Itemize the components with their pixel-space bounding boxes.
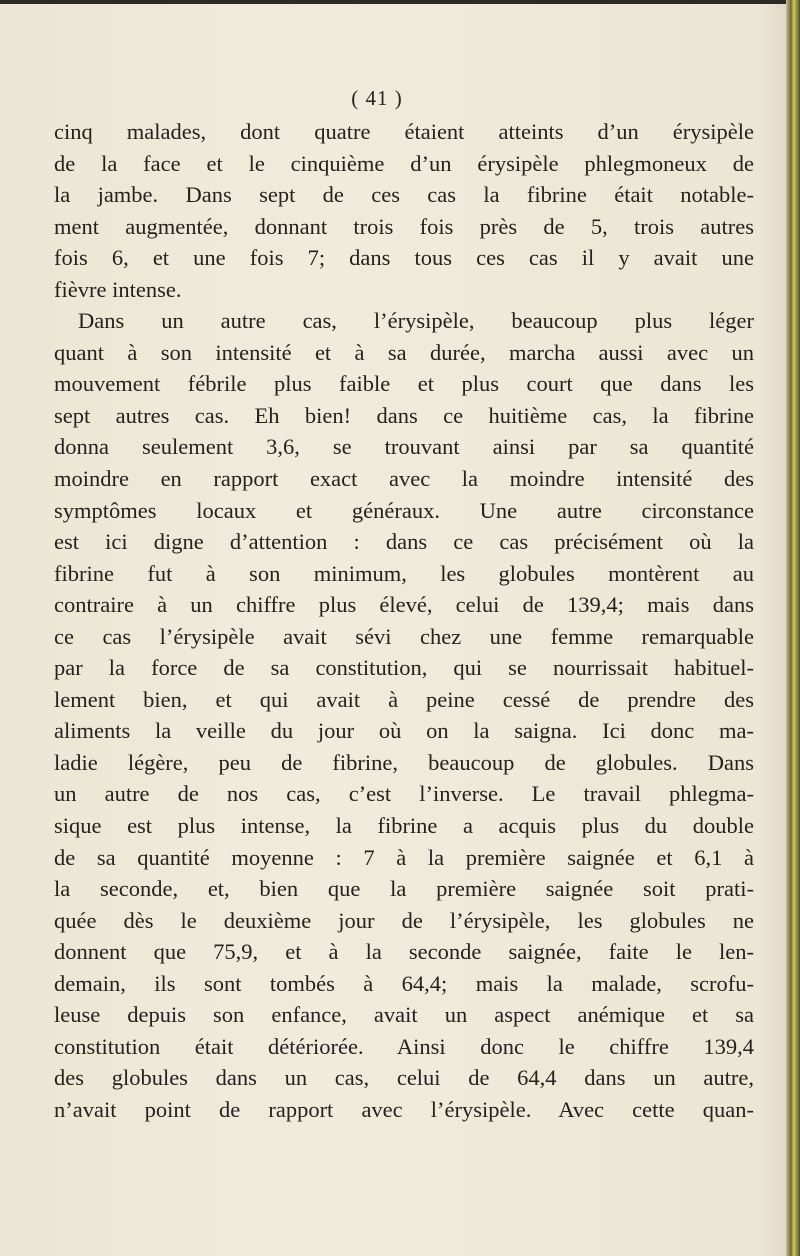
text-line: fois 6, et une fois 7; dans tous ces cas il y avait une [54, 245, 754, 271]
body-text [54, 116, 754, 1126]
text-line: fièvre intense. [54, 276, 182, 302]
page-number: ( 41 ) [351, 86, 403, 110]
text-line: un autre de nos cas, c’est l’inverse. Le travail phlegma- [54, 781, 754, 807]
text-line: demain, ils sont tombés à 64,4; mais la malade, scrofu- [54, 970, 754, 996]
text-line: lement bien, et qui avait à peine cessé de prendre des [54, 686, 754, 712]
text-line: par la force de sa constitution, qui se nourrissait habituel- [54, 655, 754, 681]
text-line: sique est plus intense, la fibrine a acquis plus du double [54, 813, 754, 839]
text-line: sept autres cas. Eh bien! dans ce huitième cas, la fibrine [54, 402, 754, 428]
text-line: est ici digne d’attention : dans ce cas précisément où la [54, 529, 754, 555]
binding-edge-strip [786, 0, 800, 1256]
text-line: quant à son intensité et à sa durée, marcha aussi avec un [54, 339, 754, 365]
text-line: ment augmentée, donnant trois fois près de 5, trois autres [54, 213, 754, 239]
text-line: donnent que 75,9, et à la seconde saignée, faite le len- [54, 939, 754, 965]
text-line: constitution était détériorée. Ainsi donc le chiffre 139,4 [54, 1033, 754, 1059]
text-line: n’avait point de rapport avec l’érysipèle. Avec cette quan- [54, 1096, 754, 1122]
text-line: de la face et le cinquième d’un érysipèle phlegmoneux de [54, 150, 754, 176]
text-line: leuse depuis son enfance, avait un aspect anémique et sa [54, 1002, 754, 1028]
text-line: quée dès le deuxième jour de l’érysipèle, les globules ne [54, 907, 754, 933]
text-line: mouvement fébrile plus faible et plus court que dans les [54, 371, 754, 397]
text-line: contraire à un chiffre plus élevé, celui de 139,4; mais dans [54, 592, 754, 618]
text-line: moindre en rapport exact avec la moindre intensité des [54, 466, 754, 492]
text-line: la seconde, et, bien que la première saignée soit prati- [54, 876, 754, 902]
text-line: ce cas l’érysipèle avait sévi chez une femme remarquable [54, 623, 754, 649]
text-line: aliments la veille du jour où on la saigna. Ici donc ma- [54, 718, 754, 744]
page-top-edge [0, 0, 800, 4]
text-line: Dans un autre cas, l’érysipèle, beaucoup plus léger [78, 308, 754, 334]
text-line: fibrine fut à son minimum, les globules montèrent au [54, 560, 754, 586]
text-line: donna seulement 3,6, se trouvant ainsi par sa quantité [54, 434, 754, 460]
text-line: de sa quantité moyenne : 7 à la première saignée et 6,1 à [54, 844, 754, 870]
text-line: des globules dans un cas, celui de 64,4 dans un autre, [54, 1065, 754, 1091]
text-line: symptômes locaux et généraux. Une autre circonstance [54, 497, 754, 523]
text-line: cinq malades, dont quatre étaient atteints d’un érysipèle [54, 119, 754, 144]
text-line: la jambe. Dans sept de ces cas la fibrine était notable- [54, 182, 754, 208]
text-line: ladie légère, peu de fibrine, beaucoup de globules. Dans [54, 749, 754, 775]
